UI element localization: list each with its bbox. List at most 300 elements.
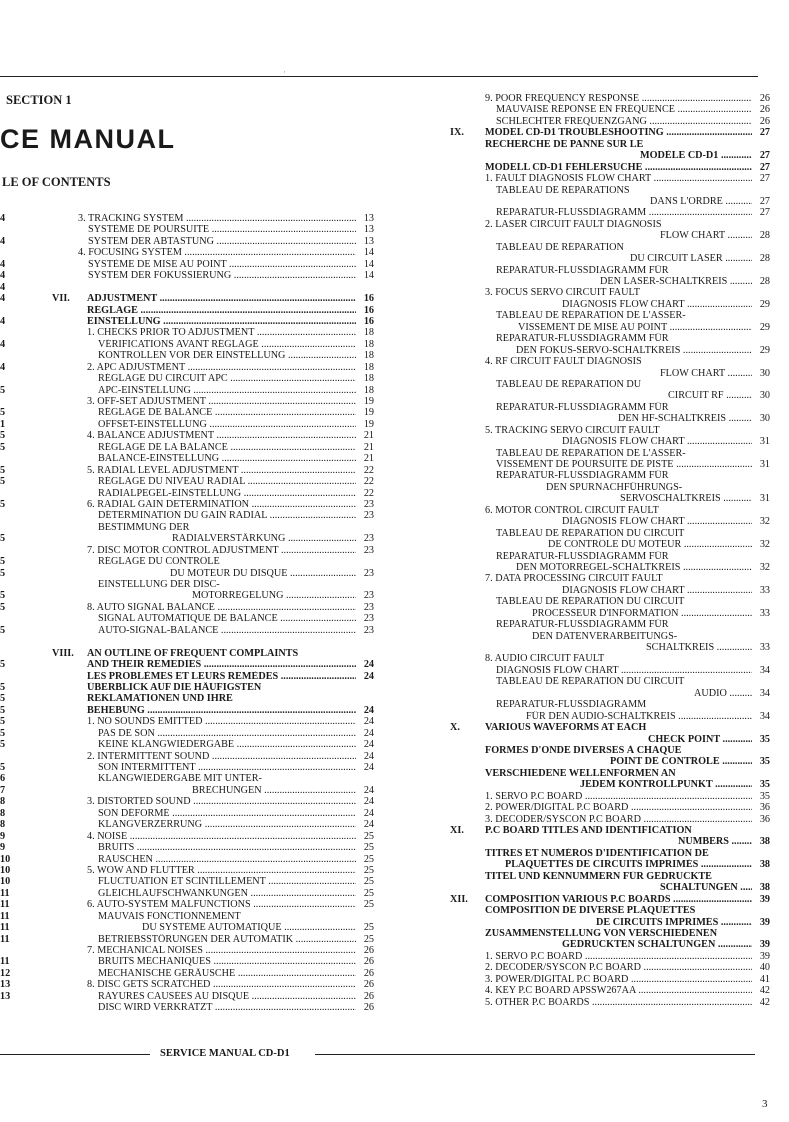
toc-entry	[450, 219, 760, 230]
toc-entry	[52, 258, 374, 270]
margin-page-number: 5	[0, 567, 6, 579]
margin-page-number: 11	[0, 922, 10, 934]
toc-entry-title: REPARATUR-FLUSSDIAGRAMM FÜR	[496, 333, 669, 345]
toc-chapter-numeral: XII.	[450, 893, 468, 905]
toc-entry-title: DEN FOKUS-SERVO-SCHALTKREIS .....	[516, 345, 752, 356]
toc-entry	[52, 911, 364, 922]
toc-entry-page: 35	[759, 733, 770, 745]
toc-entry-page: 24	[363, 784, 374, 796]
toc-entry-page: 24	[363, 739, 374, 751]
margin-page-number: 13	[0, 990, 11, 1002]
toc-entry-page: 28	[759, 230, 770, 242]
toc-entry-title: REPARATUR-FLUSSDIAGRAMM .....	[496, 207, 752, 218]
margin-page-number: 5	[0, 716, 6, 728]
margin-page-number	[0, 636, 20, 647]
toc-entry	[450, 596, 760, 607]
toc-entry-title: ZUSAMMENSTELLUNG VON VERSCHIEDENEN	[485, 927, 718, 939]
margin-page-number	[0, 648, 20, 659]
toc-entry-title: 4. NOISE .....	[87, 831, 356, 842]
toc-entry-title: RÉGLAGE DE LA BALANCE .....	[98, 442, 356, 453]
toc-entry-page: 30	[759, 367, 770, 379]
toc-entry-title: TABLEAU DE RÉPARATION DU CIRCUIT	[496, 676, 685, 688]
toc-entry	[450, 321, 770, 333]
toc-entry-title: TABLEAU DE RÉPARATION DU CIRCUIT	[496, 527, 685, 539]
toc-entry-page: 23	[363, 624, 374, 636]
toc-entry-page: 21	[363, 441, 374, 453]
toc-entry-title: 3. DECODER/SYSCON P.C BOARD .....	[485, 814, 752, 825]
toc-entry-title: 8. AUDIO CIRCUIT FAULT	[485, 653, 605, 665]
toc-entry-title: MODEL CD-D1 TROUBLESHOOTING .....	[485, 127, 752, 138]
toc-entry-title: TABLEAU DE RÉPARATION	[496, 241, 624, 253]
toc-entry-title: RECHERCHE DE PANNE SUR LE	[485, 138, 644, 150]
margin-page-number: 4	[0, 258, 6, 270]
toc-entry	[52, 979, 374, 991]
toc-entry-title: SIGNAL AUTOMATIQUE DE BALANCE .....	[98, 613, 356, 624]
margin-page-number: 5	[0, 762, 6, 773]
toc-entry	[450, 528, 760, 539]
margin-page-number: 10	[0, 876, 11, 888]
toc-entry-title: BRECHUNGEN .....	[192, 785, 356, 796]
toc-entry-page: 31	[759, 493, 770, 505]
toc-entry	[450, 448, 760, 459]
toc-entry-page: 38	[759, 859, 770, 871]
toc-entry-title: MODELL CD-D1 FEHLERSUCHE .....	[485, 162, 752, 173]
margin-page-number: 10	[0, 864, 11, 876]
toc-entry	[450, 584, 770, 596]
toc-entry-title: NUMBERS .....	[678, 836, 752, 847]
toc-entry-title: SYSTEM DER ABTASTUNG .....	[88, 236, 356, 247]
toc-entry-page: 19	[363, 396, 374, 407]
toc-entry	[450, 710, 770, 722]
toc-entry-title: DEN MOTORREGEL-SCHALTKREIS .....	[516, 562, 752, 573]
toc-entry	[450, 265, 760, 276]
toc-entry	[450, 539, 770, 551]
footer-title: SERVICE MANUAL CD-D1	[160, 1048, 290, 1059]
toc-entry	[450, 150, 770, 162]
toc-entry-page: 21	[363, 430, 374, 442]
toc-entry	[450, 139, 760, 150]
margin-page-number: 13	[0, 979, 11, 991]
toc-entry-title: 8. DISC GETS SCRATCHED .....	[87, 979, 356, 990]
toc-entry-title: 3. OFF-SET ADJUSTMENT .....	[87, 396, 356, 407]
toc-entry	[52, 327, 374, 339]
margin-page-number	[0, 247, 20, 258]
toc-entry-page: 23	[363, 590, 374, 602]
toc-entry-page: 23	[363, 601, 374, 613]
toc-entry-page: 34	[759, 687, 770, 699]
toc-entry	[52, 727, 374, 739]
toc-entry-title: REPARATUR-FLUSSDIAGRAMM FÜR	[496, 550, 669, 562]
toc-entry	[450, 859, 770, 871]
toc-entry	[450, 551, 760, 562]
toc-entry-title: 3. POWER/DIGITAL P.C BOARD .....	[485, 974, 752, 985]
toc-entry-page: 26	[363, 956, 374, 968]
toc-entry-page: 16	[363, 304, 374, 316]
toc-entry-page: 29	[759, 321, 770, 333]
toc-entry	[450, 893, 770, 905]
toc-entry-title: DU MOTEUR DU DISQUE .....	[170, 568, 356, 579]
toc-entry-title: FÜR DEN AUDIO-SCHALTKREIS .....	[526, 711, 752, 722]
toc-entry	[450, 436, 770, 448]
toc-entry	[450, 505, 760, 516]
toc-entry-title: GEDRUCKTEN SCHALTUNGEN .....	[562, 939, 752, 950]
toc-entry	[450, 664, 770, 676]
toc-entry-title: DE CONTRÔLE DU MOTEUR .....	[548, 539, 752, 550]
toc-entry-page: 39	[759, 950, 770, 962]
toc-entry-title: MODÈLE CD-D1 .....	[640, 150, 752, 161]
toc-entry-title: 4. BALANCE ADJUSTMENT .....	[87, 430, 356, 441]
toc-entry-page: 27	[759, 127, 770, 139]
toc-entry	[450, 607, 770, 619]
margin-page-number	[0, 945, 20, 956]
toc-entry-page: 14	[363, 258, 374, 270]
toc-entry-title: BRUITS MÉCHANIQUES .....	[98, 956, 356, 967]
toc-entry	[52, 384, 374, 396]
toc-entry-title: SERVOSCHALTKREIS .....	[620, 493, 752, 504]
margin-page-number	[0, 671, 20, 682]
toc-entry	[52, 282, 364, 293]
toc-entry-page: 24	[363, 670, 374, 682]
toc-entry	[52, 487, 374, 499]
toc-entry-title: PLAQUETTES DE CIRCUITS IMPRIMÉS .....	[505, 859, 752, 870]
toc-entry-title: REPARATUR-FLUSSDIAGRAMM FÜR	[496, 401, 669, 413]
toc-entry-title: DISC WIRD VERKRATZT .....	[98, 1002, 356, 1013]
toc-entry	[52, 247, 374, 259]
margin-page-number: 4	[0, 281, 6, 293]
toc-entry-title: SCHALTUNGEN .....	[660, 882, 752, 893]
toc-entry-title: BESTIMMUNG DER	[98, 521, 190, 533]
toc-entry-page: 26	[759, 93, 770, 104]
toc-entry-title: SCHALTKREIS .....	[646, 642, 752, 653]
toc-entry	[450, 996, 770, 1008]
toc-entry	[52, 235, 374, 247]
toc-entry-page: 33	[759, 607, 770, 619]
toc-entry-title: REKLAMATIONEN UND IHRE	[87, 693, 233, 705]
toc-entry-page: 33	[759, 584, 770, 596]
toc-entry-title: 5. OTHER P.C BOARDS .....	[485, 997, 752, 1008]
toc-entry	[52, 522, 364, 533]
margin-page-number	[0, 373, 20, 384]
toc-chapter-numeral: X.	[450, 722, 460, 734]
toc-entry	[450, 425, 760, 436]
toc-entry-title: AND THEIR REMEDIES .....	[87, 659, 356, 670]
margin-page-number	[0, 751, 20, 762]
toc-entry	[52, 601, 374, 613]
toc-entry-page: 24	[363, 796, 374, 808]
toc-entry-title: SON INTERMITTENT .....	[98, 762, 356, 773]
toc-entry	[52, 590, 374, 602]
toc-entry	[52, 933, 374, 945]
toc-entry-title: 2. LASER CIRCUIT FAULT DIAGNOSIS	[485, 218, 662, 230]
toc-entry	[52, 556, 364, 567]
toc-entry-title: KONTROLLEN VOR DER EINSTELLUNG .....	[98, 350, 356, 361]
toc-entry	[450, 733, 770, 745]
toc-entry-page: 39	[759, 916, 770, 928]
toc-entry	[450, 882, 770, 894]
toc-entry	[52, 270, 374, 282]
toc-entry-title: 2. INTERMITTENT SOUND .....	[87, 751, 356, 762]
toc-entry	[450, 871, 760, 882]
toc-entry	[52, 990, 374, 1002]
margin-page-number: 5	[0, 727, 6, 739]
toc-entry-page: 26	[363, 967, 374, 979]
margin-page-number	[0, 350, 20, 361]
toc-entry-title: 5. RADIAL LEVEL ADJUSTMENT .....	[87, 465, 356, 476]
toc-entry	[450, 344, 770, 356]
margin-page-number: 4	[0, 213, 6, 224]
toc-entry-page: 25	[363, 842, 374, 854]
toc-entry-title: RÉGLAGE DU CIRCUIT APC .....	[98, 373, 356, 384]
toc-entry-title: KEINE KLANGWIEDERGABE .....	[98, 739, 356, 750]
toc-entry	[52, 544, 374, 556]
toc-entry-page: 25	[363, 887, 374, 899]
margin-page-number: 5	[0, 407, 6, 419]
toc-entry-title: RÉGLAGE DU CONTRÔLE	[98, 556, 220, 568]
toc-entry-page: 23	[363, 567, 374, 579]
toc-entry	[52, 819, 374, 831]
toc-entry-title: DIAGNOSIS FLOW CHART .....	[562, 299, 752, 310]
toc-entry-page: 25	[363, 876, 374, 888]
margin-page-number	[0, 613, 20, 624]
toc-entry-title: SYSTEM DER FOKUSSIERUNG .....	[88, 270, 356, 281]
toc-entry-title: 4. FOCUSING SYSTEM .....	[78, 247, 356, 258]
toc-entry-title: 7. DATA PROCESSING CIRCUIT FAULT	[485, 573, 663, 585]
toc-entry-title: TITRES ET NUMÉROS D'IDENTIFICATION DE	[485, 847, 709, 859]
toc-entry-title: OFFSET-EINSTELLUNG .....	[98, 419, 356, 430]
toc-entry-page: 18	[363, 384, 374, 396]
toc-entry-title: DE CIRCUITS IMPRIMÉS .....	[596, 917, 752, 928]
page-mark: ·	[283, 67, 286, 77]
toc-entry	[52, 693, 364, 704]
toc-entry	[450, 333, 760, 344]
toc-entry-title: PAS DE SON .....	[98, 728, 356, 739]
toc-entry-title: 8. AUTO SIGNAL BALANCE .....	[87, 602, 356, 613]
toc-entry-title: 6. RADIAL GAIN DETERMINATION .....	[87, 499, 356, 510]
toc-entry-title: DEN LASER-SCHALTKREIS .....	[600, 276, 752, 287]
toc-entry-page: 24	[363, 819, 374, 831]
toc-entry-page: 40	[759, 962, 770, 974]
margin-page-number: 11	[0, 887, 10, 899]
toc-entry-page: 31	[759, 436, 770, 448]
toc-entry-title: AUTO-SIGNAL-BALANCE .....	[98, 625, 356, 636]
toc-entry	[52, 762, 374, 773]
toc-entry	[450, 561, 770, 573]
toc-entry-title: 9. POOR FREQUENCY RESPONSE .....	[485, 93, 752, 104]
toc-entry-title: CIRCUIT RF .....	[668, 390, 752, 401]
toc-entry-title: DEN SPURNACHFÜHRUNGS-	[546, 481, 683, 493]
toc-entry	[450, 973, 770, 985]
toc-entry	[52, 796, 374, 808]
toc-entry	[450, 402, 760, 413]
toc-entry-title: 1. SERVO P.C BOARD .....	[485, 791, 752, 802]
toc-entry	[450, 779, 770, 791]
toc-entry-title: 7. DISC MOTOR CONTROL ADJUSTMENT .....	[87, 545, 356, 556]
toc-entry	[52, 682, 364, 693]
toc-entry-title: REPARATUR-FLUSSDIAGRAMM FÜR	[496, 470, 669, 482]
toc-entry	[450, 619, 760, 630]
toc-entry	[52, 304, 374, 316]
footer-rule-right	[315, 1054, 755, 1055]
toc-entry-title: DIAGNOSIS FLOW CHART .....	[562, 516, 752, 527]
toc-entry	[52, 648, 364, 659]
toc-entry-page: 30	[759, 390, 770, 402]
left-margin-page-numbers	[0, 213, 20, 1002]
margin-page-number: 5	[0, 556, 6, 568]
toc-entry-title: RAYURES CAUSÉES AU DISQUE .....	[98, 991, 356, 1002]
toc-entry-title: 1. FAULT DIAGNOSIS FLOW CHART .....	[485, 173, 752, 184]
toc-entry-title: SYSTÈME DE POURSUITE .....	[88, 224, 356, 235]
toc-entry-page: 42	[759, 985, 770, 997]
toc-entry-title: TABLEAU DE RÉPARATION DE L'ASSER-	[496, 310, 686, 322]
toc-entry	[52, 498, 374, 510]
toc-entry	[52, 853, 374, 865]
toc-entry-title: TITEL UND KENNUMMERN FÜR GEDRUCKTE	[485, 870, 712, 882]
toc-chapter-numeral: VII.	[52, 293, 70, 305]
toc-entry-page: 26	[363, 990, 374, 1002]
toc-entry-page: 36	[759, 813, 770, 825]
toc-entry-title: FLOW CHART .....	[660, 230, 752, 241]
toc-entry-title: 5. TRACKING SERVO CIRCUIT FAULT	[485, 424, 660, 436]
toc-entry	[52, 338, 374, 350]
toc-entry-title: 2. APC ADJUSTMENT .....	[87, 362, 356, 373]
toc-entry-title: SYSTÈME DE MISE AU POINT .....	[88, 259, 356, 270]
toc-entry-page: 26	[363, 979, 374, 991]
toc-right-column	[450, 93, 770, 1008]
toc-entry-page: 18	[363, 338, 374, 350]
toc-entry-page: 24	[363, 704, 374, 716]
toc-entry-page: 42	[759, 996, 770, 1008]
margin-page-number: 5	[0, 704, 6, 716]
page-number: 3	[762, 1098, 768, 1110]
margin-page-number: 4	[0, 235, 6, 247]
toc-entry-title: VARIOUS WAVEFORMS AT EACH	[485, 722, 647, 734]
toc-entry	[450, 298, 770, 310]
toc-entry-page: 32	[759, 539, 770, 551]
toc-entry	[450, 379, 760, 390]
manual-title: CE MANUAL	[0, 124, 176, 154]
toc-entry	[450, 916, 770, 928]
margin-page-number	[0, 396, 20, 407]
toc-entry-title: 6. MOTOR CONTROL CIRCUIT FAULT	[485, 504, 659, 516]
toc-entry	[52, 636, 364, 647]
toc-entry-page: 22	[363, 476, 374, 488]
margin-page-number: 5	[0, 681, 6, 693]
toc-entry-title: COMPOSITION VARIOUS P.C BOARDS .....	[485, 894, 752, 905]
toc-entry-page: 30	[759, 413, 770, 425]
toc-entry	[450, 93, 770, 104]
toc-entry-title: SCHLECHTER FREQUENZGANG .....	[496, 116, 752, 127]
toc-entry	[52, 716, 374, 728]
toc-entry	[450, 642, 770, 653]
toc-entry	[450, 573, 760, 584]
toc-entry	[52, 670, 374, 682]
toc-entry-title: CHECK POINT .....	[648, 734, 752, 745]
toc-entry-page: 19	[363, 418, 374, 430]
margin-page-number: 5	[0, 659, 6, 671]
toc-entry-page: 41	[759, 973, 770, 985]
toc-entry-title: BETRIEBSSTÖRUNGEN DER AUTOMATIK .....	[98, 934, 356, 945]
toc-entry	[52, 784, 374, 796]
toc-entry	[52, 567, 374, 579]
toc-entry-title: 1. NO SOUNDS EMITTED .....	[87, 716, 356, 727]
toc-entry-title: 3. DISTORTED SOUND .....	[87, 796, 356, 807]
margin-page-number: 12	[0, 967, 11, 979]
toc-entry-title: RÉGLAGE .....	[87, 305, 356, 316]
toc-entry	[450, 790, 770, 802]
toc-entry	[450, 470, 760, 481]
toc-entry	[450, 928, 760, 939]
toc-entry-page: 14	[363, 270, 374, 282]
toc-entry-page: 23	[363, 613, 374, 625]
margin-page-number: 4	[0, 338, 6, 350]
toc-entry	[52, 887, 374, 899]
toc-entry-title: POINT DE CONTRÔLE .....	[610, 756, 752, 767]
margin-page-number: 5	[0, 498, 6, 510]
toc-entry-title: DIAGNOSIS FLOW CHART .....	[562, 436, 752, 447]
toc-entry	[52, 876, 374, 888]
toc-entry-page: 32	[759, 561, 770, 573]
toc-entry-title: 2. POWER/DIGITAL P.C BOARD .....	[485, 802, 752, 813]
toc-entry	[450, 367, 770, 379]
toc-entry-title: VÉRIFICATIONS AVANT RÉGLAGE .....	[98, 339, 356, 350]
toc-entry-page: 26	[363, 1002, 374, 1014]
toc-entry-page: 24	[363, 659, 374, 671]
toc-entry	[450, 356, 760, 367]
toc-entry-title: MAUVAISE RÉPONSE EN FRÉQUENCE .....	[496, 104, 752, 115]
toc-entry-title: EINSTELLUNG DER DISC-	[98, 579, 220, 590]
toc-entry-title: AUDIO .....	[694, 688, 752, 699]
margin-page-number: 1	[0, 418, 6, 430]
toc-entry-title: ADJUSTMENT .....	[87, 293, 356, 304]
toc-entry-title: 1. CHECKS PRIOR TO ADJUSTMENT .....	[87, 327, 356, 338]
toc-entry-title: TABLEAU DE RÉPARATION DU CIRCUIT	[496, 596, 685, 608]
toc-entry	[52, 361, 374, 373]
toc-entry	[450, 687, 770, 699]
toc-entry	[450, 985, 770, 997]
toc-entry-title: BRUITS .....	[98, 842, 356, 853]
toc-entry-title: 2. DECODER/SYSCON P.C BOARD .....	[485, 962, 752, 973]
toc-entry-page: 24	[363, 727, 374, 739]
toc-entry-page: 36	[759, 802, 770, 814]
toc-entry-title: RADIALVERSTÄRKUNG .....	[172, 533, 356, 544]
toc-entry-title: 4. RF CIRCUIT FAULT DIAGNOSIS	[485, 356, 642, 368]
margin-page-number: 5	[0, 384, 6, 396]
margin-page-number: 5	[0, 590, 6, 602]
toc-entry	[52, 396, 374, 407]
toc-entry-page: 27	[759, 161, 770, 173]
toc-entry-page: 35	[759, 779, 770, 791]
toc-entry	[52, 807, 374, 819]
toc-entry-title: APC-EINSTELLUNG .....	[98, 385, 356, 396]
toc-entry	[450, 242, 760, 253]
toc-entry-page: 39	[759, 893, 770, 905]
toc-entry	[52, 293, 374, 305]
top-rule	[0, 76, 758, 77]
toc-entry-page: 25	[363, 853, 374, 865]
toc-entry-page: 16	[363, 315, 374, 327]
toc-entry-title: 3. FOCUS SERVO CIRCUIT FAULT	[485, 287, 640, 299]
margin-page-number: 8	[0, 796, 6, 808]
toc-entry-title: VISSEMENT DE MISE AU POINT .....	[518, 322, 752, 333]
toc-entry-title: REPARATUR-FLUSSDIAGRAMM FÜR	[496, 619, 669, 631]
margin-page-number: 4	[0, 293, 6, 305]
toc-entry	[450, 848, 760, 859]
footer-rule-left	[0, 1054, 150, 1055]
margin-page-number: 9	[0, 842, 6, 854]
toc-entry-page: 27	[759, 173, 770, 185]
toc-entry	[52, 533, 374, 545]
toc-entry	[450, 413, 770, 425]
